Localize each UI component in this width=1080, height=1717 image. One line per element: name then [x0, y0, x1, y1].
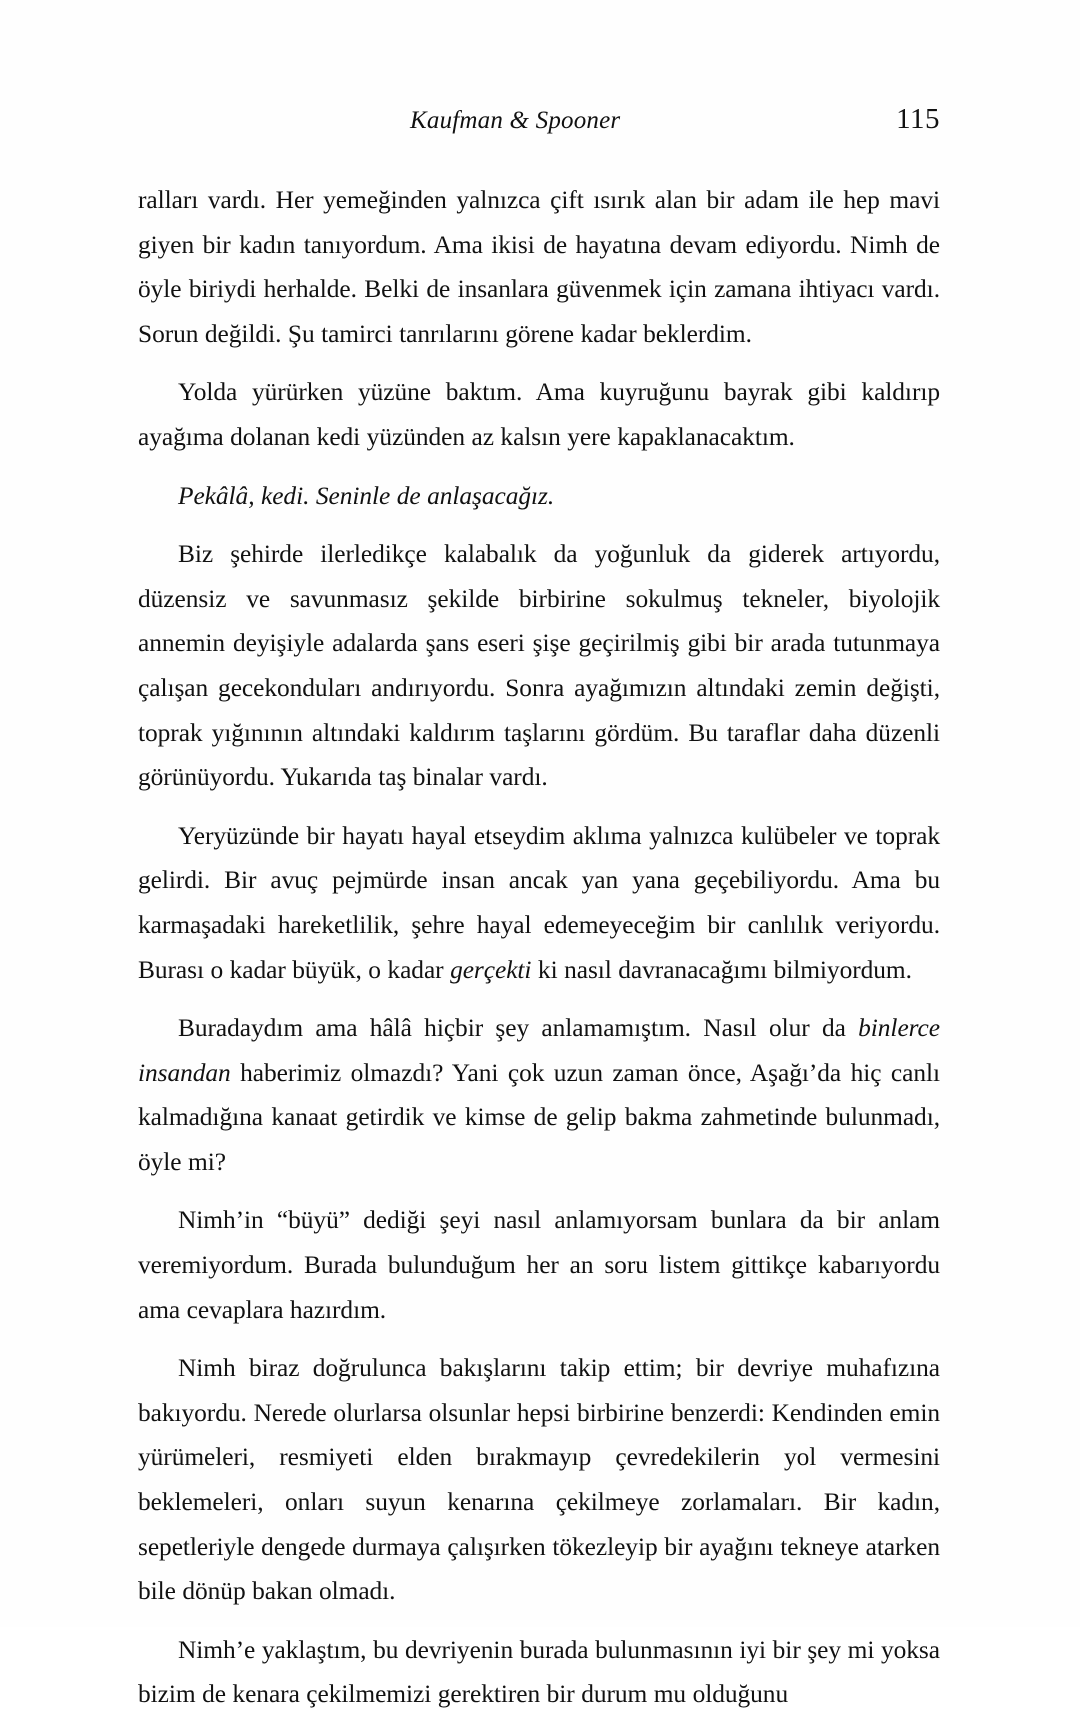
emphasised-text: binlerce insandan	[138, 1014, 940, 1087]
page-number: 115	[896, 103, 940, 135]
paragraph: Buradaydım ama hâlâ hiçbir şey anlamamıştım. Nasıl olur da binlerce insandan haberimiz olmazdı? Yani çok uzun zaman önce, Aşağı’da hiç canlı kalmadığına kanaat getirdik ve kimse de gelip bakma zahmetinde bulunmadı, öyle mi?	[138, 1014, 940, 1176]
paragraph: Yolda yürürken yüzüne baktım. Ama kuyruğunu bayrak gibi kaldırıp ayağıma dolanan kedi yüzünden az kalsın yere kapaklanacaktım.	[138, 378, 940, 451]
paragraph: Yeryüzünde bir hayatı hayal etseydim aklıma yalnızca kulübeler ve toprak gelirdi. Bir avuç pejmürde insan ancak yan yana geçebiliyordu. Ama bu karmaşadaki hareketlilik, şehre hayal edemeyeceğim bir canlılık veriyordu. Burası o kadar büyük, o kadar gerçekti ki nasıl davranacağımı bilmiyordum.	[138, 821, 940, 984]
emphasised-text: gerçekti	[450, 955, 532, 984]
paragraph: Biz şehirde ilerledikçe kalabalık da yoğunluk da giderek artıyordu, düzensiz ve savunmasız şekilde birbirine sokulmuş tekneler, biyolojik annemin deyişiyle adalarda şans eseri şişe geçirilmiş gibi bir arada tutunmaya çalışan gecekonduları andırıyordu. Sonra ayağımızın altındaki zemin değişti, toprak yığınının altındaki kaldırım taşlarını gördüm. Bu taraflar daha düzenli görünüyordu. Yukarıda taş binalar vardı.	[138, 540, 940, 792]
running-head-title: Kaufman & Spooner	[410, 107, 621, 134]
body-text-block	[138, 178, 940, 1717]
paragraph: Pekâlâ, kedi. Seninle de anlaşacağız.	[178, 481, 555, 510]
running-head	[138, 103, 940, 143]
paragraph: Nimh’e yaklaştım, bu devriyenin burada bulunmasının iyi bir şey mi yoksa bizim de kenara çekilmemizi gerektiren bir durum mu olduğunu	[138, 1635, 940, 1709]
paragraph: Nimh’in “büyü” dediği şeyi nasıl anlamıyorsam bunlara da bir anlam veremiyordum. Burada bulunduğum her an soru listem gittikçe kabarıyordu ama cevaplara hazırdım.	[138, 1206, 940, 1324]
paragraph: ralları vardı. Her yemeğinden yalnızca çift ısırık alan bir adam ile hep mavi giyen bir kadın tanıyordum. Ama ikisi de hayatına devam ediyordu. Nimh de öyle biriydi herhalde. Belki de insanlara güvenmek için zamana ihtiyacı vardı. Sorun değildi. Şu tamirci tanrılarını görene kadar beklerdim.	[138, 186, 940, 348]
paragraph: Nimh biraz doğrulunca bakışlarını takip ettim; bir devriye muhafızına bakıyordu. Nerede olurlarsa olsunlar hepsi birbirine benzerdi: Kendinden emin yürümeleri, resmiyeti elden bırakmayıp çevredekilerin yol vermesini beklemeleri, onları suyun kenarına çekilmeye zorlamaları. Bir kadın, sepetleriyle dengede durmaya çalışırken tökezleyip bir ayağını tekneye atarken bile dönüp bakan olmadı.	[138, 1354, 940, 1606]
